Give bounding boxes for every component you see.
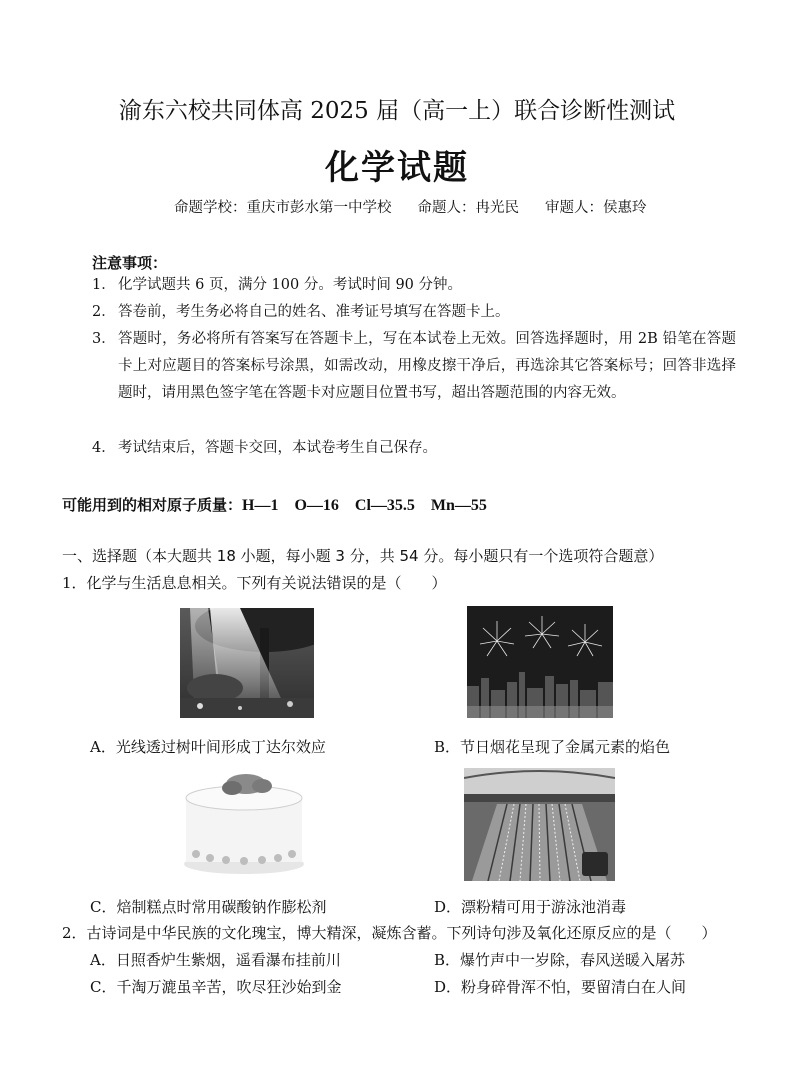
question-1-stem: 1．化学与生活息息相关。下列有关说法错误的是（ ） <box>62 574 447 592</box>
question-setter: 命题人：冉光民 <box>417 200 519 216</box>
exam-title: 渝东六校共同体高 2025 届（高一上）联合诊断性测试 <box>118 98 676 124</box>
q2-option-a: A．日照香炉生紫烟，遥看瀑布挂前川 <box>90 951 341 969</box>
notice-number: 4． <box>92 440 116 456</box>
q1-option-c: C．焙制糕点时常用碳酸钠作膨松剂 <box>90 898 327 916</box>
notice-text: 答卷前，考生务必将自己的姓名、准考证号填写在答题卡上。 <box>118 304 510 320</box>
notice-item <box>92 435 736 462</box>
q2-option-c: C．千淘万漉虽辛苦，吹尽狂沙始到金 <box>90 978 342 996</box>
question-2-stem: 2．古诗词是中华民族的文化瑰宝，博大精深，凝炼含蓄。下列诗句涉及氧化还原反应的是（ ） <box>62 924 717 942</box>
atomic-mass-label: 可能用到的相对原子质量： <box>62 496 243 514</box>
question-reviewer: 审题人：侯惠玲 <box>545 200 647 216</box>
section-title: 一、选择题（本大题共 18 小题，每小题 3 分，共 54 分。每小题只有一个选项符合题意） <box>62 547 664 565</box>
q2-option-d: D．粉身碎骨浑不怕，要留清白在人间 <box>434 978 687 996</box>
exam-meta-line <box>174 196 647 217</box>
notice-item <box>92 326 736 407</box>
fireworks-city-photo <box>467 606 613 718</box>
notice-number: 1． <box>92 277 116 293</box>
subject-title: 化学试题 <box>325 148 469 188</box>
notice-item <box>92 299 736 326</box>
notice-text: 答题时，务必将所有答案写在答题卡上，写在本试卷上无效。回答选择题时，用 2B 铅笔在答题卡上对应题目的答案标号涂黑，如需改动，用橡皮擦干净后，再选涂其它答案标号；回答非选择题时，请用黑色签字笔在答题卡对应题目位置书写，超出答题范围的内容无效。 <box>118 331 736 401</box>
atomic-mass-line <box>62 492 487 515</box>
q1-option-d: D．漂粉精可用于游泳池消毒 <box>434 898 627 916</box>
cake-photo <box>174 768 314 880</box>
notice-text: 考试结束后，答题卡交回，本试卷考生自己保存。 <box>118 440 437 456</box>
notice-item <box>92 272 736 299</box>
notice-title: 注意事项： <box>92 254 168 272</box>
notice-number: 3． <box>92 331 116 347</box>
notice-number: 2． <box>92 304 116 320</box>
setter-school: 命题学校：重庆市彭水第一中学校 <box>174 200 392 216</box>
atomic-mass-values: H—1 O—16 Cl—35.5 Mn—55 <box>242 497 487 514</box>
swimming-pool-photo <box>464 768 615 881</box>
forest-sunlight-photo <box>180 608 314 718</box>
q2-option-b: B．爆竹声中一岁除，春风送暖入屠苏 <box>434 951 686 969</box>
q1-option-a: A．光线透过树叶间形成丁达尔效应 <box>90 738 326 756</box>
notice-text: 化学试题共 6 页，满分 100 分。考试时间 90 分钟。 <box>118 277 463 293</box>
q1-option-b: B．节日烟花呈现了金属元素的焰色 <box>434 738 671 756</box>
